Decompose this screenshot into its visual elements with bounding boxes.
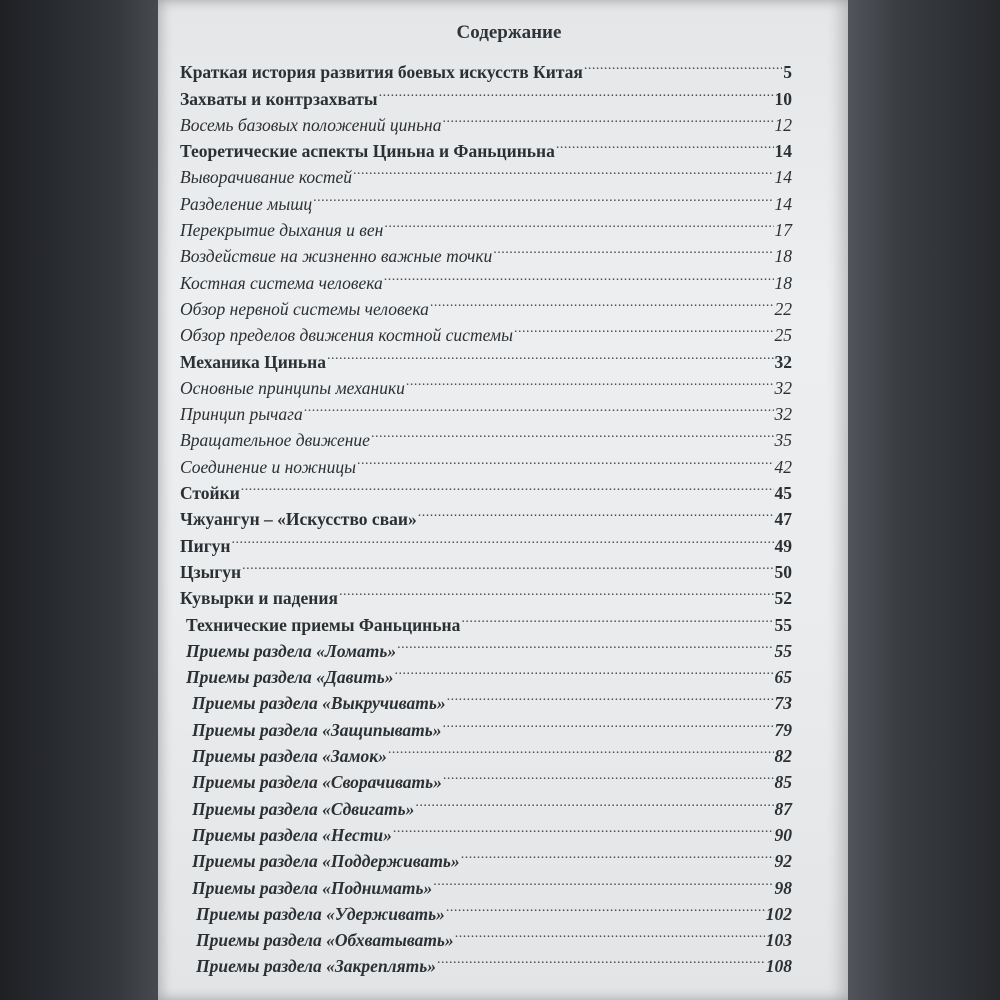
toc-entry-label: Технические приемы Фаньциньна xyxy=(186,614,461,635)
toc-entry-page: 35 xyxy=(774,430,792,451)
toc-entry-page: 98 xyxy=(774,877,792,898)
dot-leader xyxy=(418,499,774,525)
dot-leader xyxy=(371,420,774,446)
toc-entry-label: Приемы раздела «Сворачивать» xyxy=(192,772,442,793)
toc-entry-page: 17 xyxy=(774,220,792,241)
dot-leader xyxy=(388,736,774,762)
dot-leader xyxy=(242,552,773,578)
toc-entry-label: Пигун xyxy=(180,535,231,556)
dot-leader xyxy=(447,683,774,709)
dot-leader xyxy=(313,183,773,209)
toc-entry-label: Выворачивание костей xyxy=(180,167,353,188)
toc-entry-page: 49 xyxy=(774,535,792,556)
toc-entry-page: 22 xyxy=(774,298,792,319)
dot-leader xyxy=(430,289,774,315)
dot-leader xyxy=(304,394,774,420)
toc-entry-page: 79 xyxy=(774,719,792,740)
toc-entry-page: 12 xyxy=(774,114,792,135)
toc-entry-label: Захваты и контрзахваты xyxy=(180,88,378,109)
toc-entry-label: Обзор нервной системы человека xyxy=(180,298,429,319)
dot-leader xyxy=(455,920,765,946)
dot-leader xyxy=(353,157,773,183)
toc-entry-page: 103 xyxy=(765,930,792,951)
toc-entry-label: Приемы раздела «Закреплять» xyxy=(196,956,437,977)
dot-leader xyxy=(461,841,774,867)
toc-entry-label: Разделение мышц xyxy=(180,193,313,214)
toc-entry-page: 52 xyxy=(774,588,792,609)
dot-leader xyxy=(327,341,774,367)
dot-leader xyxy=(446,894,765,920)
toc-entry-label: Приемы раздела «Сдвигать» xyxy=(192,798,415,819)
dot-leader xyxy=(406,368,774,394)
dot-leader xyxy=(493,236,773,262)
toc-entry-page: 82 xyxy=(774,746,792,767)
dot-leader xyxy=(433,867,773,893)
toc-entry-page: 14 xyxy=(774,167,792,188)
toc-entry-label: Восемь базовых положений циньна xyxy=(180,114,442,135)
toc-entry-page: 50 xyxy=(774,561,792,582)
toc-entry xyxy=(180,473,792,504)
toc-entry-page: 45 xyxy=(774,483,792,504)
toc-entry-page: 5 xyxy=(783,62,792,83)
dot-leader xyxy=(231,525,773,551)
toc-entry-page: 25 xyxy=(774,325,792,346)
dot-leader xyxy=(442,105,773,131)
dot-leader xyxy=(415,788,773,814)
toc-title: Содержание xyxy=(456,22,562,43)
toc-entry-label: Стойки xyxy=(180,483,240,504)
dot-leader xyxy=(584,52,782,78)
toc-entry-label: Принцип рычага xyxy=(180,404,303,425)
dot-leader xyxy=(241,473,774,499)
toc-entry-page: 55 xyxy=(774,614,792,635)
dot-leader xyxy=(395,657,774,683)
toc-entry-label: Теоретические аспекты Циньна и Фаньциньна xyxy=(180,141,555,162)
dot-leader xyxy=(339,578,774,604)
toc-entry-page: 85 xyxy=(774,772,792,793)
dot-leader xyxy=(393,815,774,841)
toc-entry-label: Приемы раздела «Выкручивать» xyxy=(192,693,446,714)
toc-entry-page: 42 xyxy=(774,456,792,477)
toc-entry-label: Приемы раздела «Поднимать» xyxy=(192,877,433,898)
toc-entry-label: Приемы раздела «Удерживать» xyxy=(196,903,445,924)
dot-leader xyxy=(443,762,774,788)
dot-leader xyxy=(437,946,765,972)
toc-entry xyxy=(180,578,792,609)
toc-entry xyxy=(180,552,792,582)
toc-entry-page: 18 xyxy=(774,246,792,267)
dot-leader xyxy=(384,210,773,236)
dot-leader xyxy=(384,262,774,288)
dot-leader xyxy=(357,446,774,472)
background-right xyxy=(830,0,1000,1000)
toc-entry-label: Обзор пределов движения костной системы xyxy=(180,325,513,346)
toc-entry-label: Основные принципы механики xyxy=(180,377,405,398)
toc-entry-page: 14 xyxy=(774,193,792,214)
toc-entry-page: 108 xyxy=(765,956,792,977)
background-left xyxy=(0,0,165,1000)
toc-entry-label: Приемы раздела «Замок» xyxy=(192,746,387,767)
dot-leader xyxy=(397,631,773,657)
toc-entry-label: Приемы раздела «Защипывать» xyxy=(192,719,442,740)
toc-entry-page: 90 xyxy=(774,824,792,845)
toc-entry-page: 10 xyxy=(774,88,792,109)
toc-entry-label: Костная система человека xyxy=(180,272,383,293)
dot-leader xyxy=(514,315,774,341)
toc-entry-label: Вращательное движение xyxy=(180,430,370,451)
toc-entry-label: Приемы раздела «Давить» xyxy=(186,667,394,688)
toc-entry xyxy=(180,525,792,556)
toc-entry-page: 18 xyxy=(774,272,792,293)
toc-entry-label: Кувырки и падения xyxy=(180,588,338,609)
toc-entry-page: 73 xyxy=(774,693,792,714)
toc-entry-page: 32 xyxy=(774,377,792,398)
toc-entry-label: Приемы раздела «Нести» xyxy=(192,824,392,845)
dot-leader xyxy=(443,709,774,735)
book-page xyxy=(158,0,848,1000)
toc-entry-page: 32 xyxy=(774,404,792,425)
toc-entry-label: Приемы раздела «Поддерживать» xyxy=(192,851,460,872)
toc-entry-label: Приемы раздела «Ломать» xyxy=(186,640,397,661)
toc-entry xyxy=(180,52,792,83)
dot-leader xyxy=(379,78,774,104)
toc-entry-page: 92 xyxy=(774,851,792,872)
toc-entry-page: 65 xyxy=(774,667,792,688)
toc-entry-page: 47 xyxy=(774,509,792,530)
toc-entry-label: Соединение и ножницы xyxy=(180,456,356,477)
toc-entry-label: Цзыгун xyxy=(180,561,242,582)
toc-entry-page: 55 xyxy=(774,640,792,661)
toc-entry-label: Приемы раздела «Обхватывать» xyxy=(196,930,454,951)
dot-leader xyxy=(461,604,773,630)
toc-entry-label: Чжуангун – «Искусство сваи» xyxy=(180,509,417,530)
table-of-contents xyxy=(180,52,792,977)
toc-entry-page: 32 xyxy=(774,351,792,372)
toc-entry-label: Механика Циньна xyxy=(180,351,326,372)
toc-entry-page: 14 xyxy=(774,141,792,162)
toc-entry-page: 102 xyxy=(765,903,792,924)
toc-entry-label: Краткая история развития боевых искусств Китая xyxy=(180,62,583,83)
dot-leader xyxy=(556,131,774,157)
toc-entry-label: Перекрытие дыхания и вен xyxy=(180,220,384,241)
toc-entry xyxy=(180,499,792,530)
toc-entry-label: Воздействие на жизненно важные точки xyxy=(180,246,493,267)
toc-entry-page: 87 xyxy=(774,798,792,819)
